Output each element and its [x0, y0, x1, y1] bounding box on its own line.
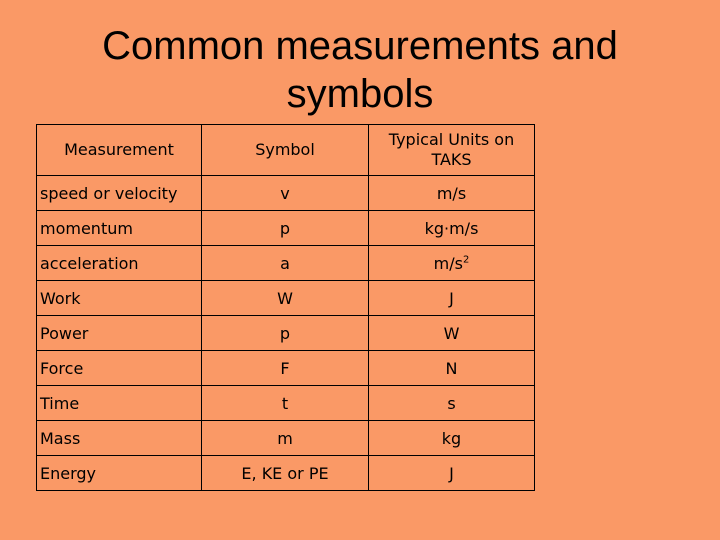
header-units: Typical Units on TAKS [369, 125, 535, 176]
symbol-cell: F [202, 351, 369, 386]
table-row [37, 246, 535, 281]
table-row [37, 176, 535, 211]
title-line-1: Common measurements and [102, 24, 618, 68]
page-title [0, 22, 720, 118]
measurement-cell: Time [37, 386, 202, 421]
symbol-cell: E, KE or PE [202, 456, 369, 491]
symbol-cell: m [202, 421, 369, 456]
units-cell: kg [369, 421, 535, 456]
units-exponent: 2 [462, 254, 470, 266]
units-cell: m/s [369, 176, 535, 211]
symbol-cell: p [202, 316, 369, 351]
symbol-cell: a [202, 246, 369, 281]
units-cell: J [369, 281, 535, 316]
measurement-cell: Energy [37, 456, 202, 491]
table-header-row [37, 125, 535, 176]
units-cell: J [369, 456, 535, 491]
measurement-cell: acceleration [37, 246, 202, 281]
table-row [37, 421, 535, 456]
measurement-cell: Work [37, 281, 202, 316]
table-row [37, 351, 535, 386]
symbol-cell: p [202, 211, 369, 246]
table-row [37, 211, 535, 246]
measurement-cell: Mass [37, 421, 202, 456]
symbol-cell: t [202, 386, 369, 421]
header-symbol: Symbol [202, 125, 369, 176]
units-text: m/s [433, 253, 463, 273]
header-measurement: Measurement [37, 125, 202, 176]
measurement-cell: speed or velocity [37, 176, 202, 211]
units-cell: N [369, 351, 535, 386]
units-cell: s [369, 386, 535, 421]
title-line-2: symbols [286, 72, 434, 116]
measurement-cell: momentum [37, 211, 202, 246]
units-cell: W [369, 316, 535, 351]
units-cell: kg·m/s [369, 211, 535, 246]
symbol-cell: v [202, 176, 369, 211]
measurement-cell: Power [37, 316, 202, 351]
table-row [37, 316, 535, 351]
measurements-table [36, 124, 535, 491]
symbol-cell: W [202, 281, 369, 316]
table-body [37, 176, 535, 491]
table-row [37, 456, 535, 491]
table-row [37, 281, 535, 316]
table-row [37, 386, 535, 421]
measurement-cell: Force [37, 351, 202, 386]
units-cell [369, 246, 535, 281]
